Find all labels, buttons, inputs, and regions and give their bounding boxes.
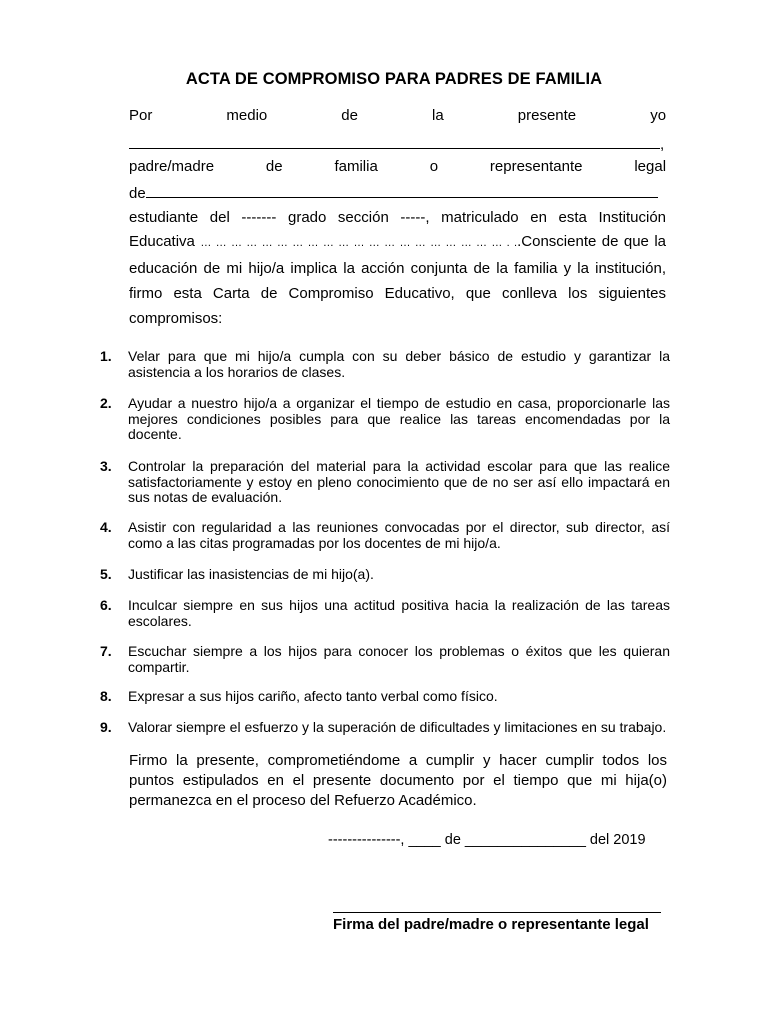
intro-line-3	[129, 158, 666, 176]
item-number: 6.	[100, 597, 112, 613]
item-number: 7.	[100, 643, 112, 659]
student-name-blank[interactable]	[146, 183, 658, 198]
list-item	[100, 598, 670, 629]
intro-line-1	[129, 107, 666, 125]
intro-word: Por	[129, 107, 153, 124]
parent-name-blank[interactable]	[129, 134, 660, 149]
item-text: Expresar a sus hijos cariño, afecto tanto verbal como físico.	[128, 688, 498, 704]
item-text: Escuchar siempre a los hijos para conocer los problemas o éxitos que les quieran compartir.	[128, 643, 670, 675]
intro-line-2	[129, 134, 666, 154]
intro-line-8: firmo esta Carta de Compromiso Educativo, que conlleva los siguientes	[129, 285, 666, 302]
intro-word: representante	[489, 158, 583, 175]
item-number: 3.	[100, 458, 112, 474]
intro-word: la	[432, 107, 444, 124]
signature-label: Firma del padre/madre o representante legal	[333, 916, 649, 933]
comma: ,	[660, 136, 665, 153]
list-item	[100, 349, 670, 380]
date-line[interactable]: ---------------, ____ de _______________ del 2019	[328, 832, 646, 848]
item-number: 9.	[100, 719, 112, 735]
signature-line[interactable]	[333, 912, 661, 913]
list-item	[100, 644, 670, 675]
closing-paragraph: Firmo la presente, comprometiéndome a cumplir y hacer cumplir todos los puntos estipulados en el presente documento por el tiempo que mi hija(o) permanezca en el proceso del Refuerzo Académico.	[129, 752, 667, 809]
item-text: Valorar siempre el esfuerzo y la superación de dificultades y limitaciones en su trabajo.	[128, 719, 667, 735]
item-number: 1.	[100, 348, 112, 364]
intro-word: familia	[334, 158, 378, 175]
item-text: Ayudar a nuestro hijo/a a organizar el tiempo de estudio en casa, proporcionarle las mejores condiciones posibles para que realice las tareas encomendadas por la docente.	[128, 395, 670, 442]
item-number: 8.	[100, 688, 112, 704]
list-item	[100, 567, 670, 583]
intro-line-4	[129, 183, 666, 203]
intro-word: Educativa	[129, 233, 195, 250]
list-item	[100, 396, 670, 443]
institution-dots: … … … … … … … … … … … … … … … … … … … … . .	[200, 237, 518, 249]
item-number: 4.	[100, 519, 112, 535]
item-text: Controlar la preparación del material para la actividad escolar para que las realice satisfactoriamente y estoy en pleno conocimiento que de no ser así ello impactará en sus notas de evaluación.	[128, 458, 670, 505]
intro-line-6: Educativa … … … … … … … … … … … … … … … … … … … … . ..Consciente de que la	[129, 233, 666, 250]
intro-word: Consciente de que la	[521, 233, 666, 250]
list-item	[100, 689, 670, 705]
intro-word: o	[429, 158, 439, 175]
intro-line-9: compromisos:	[129, 310, 223, 327]
intro-word: presente	[517, 107, 577, 124]
list-item	[100, 720, 670, 736]
item-number: 2.	[100, 395, 112, 411]
list-item	[100, 520, 670, 551]
intro-word: de	[129, 185, 146, 202]
list-item	[100, 459, 670, 506]
intro-line-5: estudiante del ------- grado sección -----, matriculado en esta Institución	[129, 209, 666, 226]
intro-word: de	[265, 158, 283, 175]
item-text: Inculcar siempre en sus hijos una actitud positiva hacia la realización de las tareas escolares.	[128, 597, 670, 629]
document-title: ACTA DE COMPROMISO PARA PADRES DE FAMILIA	[185, 70, 603, 88]
item-text: Justificar las inasistencias de mi hijo(a).	[128, 566, 374, 582]
item-number: 5.	[100, 566, 112, 582]
intro-word: padre/madre	[129, 158, 215, 175]
item-text: Asistir con regularidad a las reuniones convocadas por el director, sub director, así como a las citas programadas por los docentes de mi hijo/a.	[128, 519, 670, 551]
intro-line-7: educación de mi hijo/a implica la acción conjunta de la familia y la institución,	[129, 260, 666, 277]
item-text: Velar para que mi hijo/a cumpla con su deber básico de estudio y garantizar la asistencia a los horarios de clases.	[128, 348, 670, 380]
intro-word: yo	[650, 107, 667, 124]
intro-word: medio	[226, 107, 268, 124]
intro-word: de	[341, 107, 358, 124]
intro-word: legal	[634, 158, 667, 175]
